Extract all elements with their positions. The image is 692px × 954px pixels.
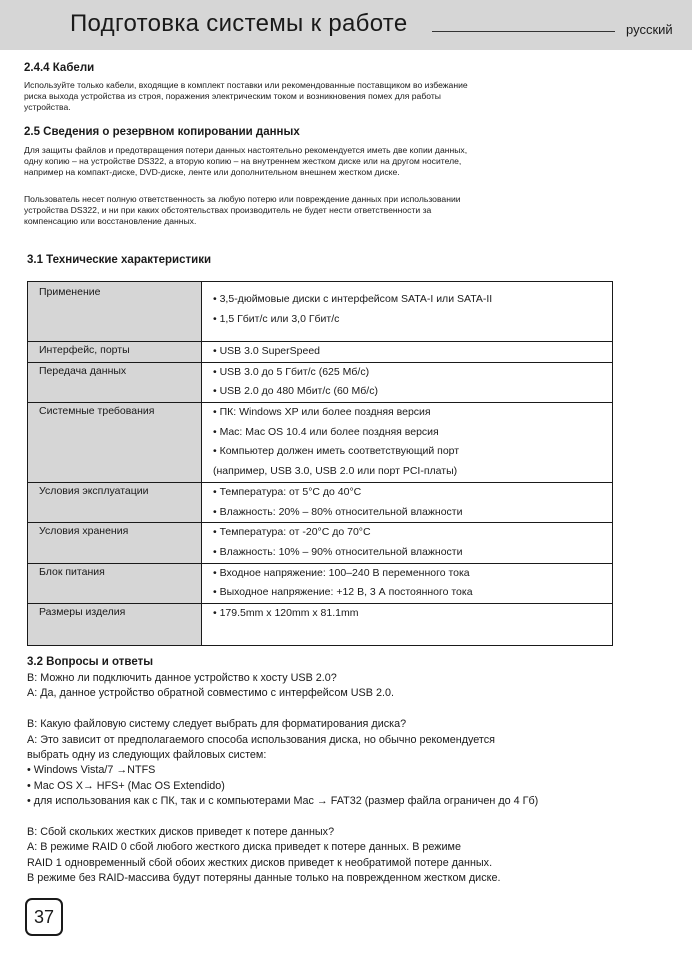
cables-line: устройства.	[24, 102, 71, 113]
backup-line: одну копию – на устройстве DS322, а вторую копию – на внутреннем жестком диске или на другом носителе,	[24, 156, 462, 167]
backup-line: Пользователь несет полную ответственность за любую потерю или повреждение данных при использовании	[24, 194, 461, 204]
page-number: 37	[25, 898, 63, 936]
spec-value	[202, 563, 613, 603]
spec-value-line: • Влажность: 10% – 90% относительной влажности	[213, 545, 463, 558]
spec-value-line: • Mac: Mac OS 10.4 или более поздняя версия	[213, 425, 439, 438]
backup-line: устройства DS322, и ни при каких обстоятельствах производитель не будет нести ответственности за	[24, 205, 432, 216]
faq-title: 3.2 Вопросы и ответы	[27, 656, 154, 668]
spec-value	[202, 603, 613, 645]
spec-value-line: • ПК: Windows XP или более поздняя версия	[213, 406, 431, 419]
spec-label: Блок питания	[28, 563, 202, 603]
faq-question: В: Какую файловую систему следует выбрать для форматирования диска?	[27, 718, 407, 731]
spec-value	[202, 282, 613, 342]
faq-answer-line: RAID 1 одновременный сбой обоих жестких дисков приведет к необратимой потере данных.	[27, 856, 493, 869]
faq-answer-line: выбрать одну из следующих файловых систем:	[27, 749, 267, 762]
spec-label: Применение	[28, 282, 202, 342]
spec-label: Условия эксплуатации	[28, 482, 202, 522]
header-rule	[432, 31, 615, 32]
spec-value	[202, 342, 613, 363]
spec-label: Интерфейс, порты	[28, 342, 202, 363]
spec-label: Системные требования	[28, 403, 202, 483]
spec-value-line: • Входное напряжение: 100–240 В переменного тока	[213, 566, 470, 579]
cables-text	[24, 80, 664, 114]
faq-answer: А: Да, данное устройство обратной совместимо с интерфейсом USB 2.0.	[27, 687, 394, 700]
spec-value-line: • Температура: от 5°C до 40°C	[213, 485, 362, 498]
faq-answer-line: • Mac OS X→ HFS+ (Mac OS Extendido)	[27, 779, 225, 792]
spec-value-line: • 3,5-дюймовые диски с интерфейсом SATA-I или SATA-II	[213, 293, 493, 305]
faq-question: В: Можно ли подключить данное устройство к хосту USB 2.0?	[27, 672, 337, 684]
spec-row	[28, 482, 613, 522]
page-header	[0, 0, 692, 50]
faq-answer-line: А: В режиме RAID 0 сбой любого жесткого диска приведет к потере данных. В режиме	[27, 841, 461, 854]
faq-answer-line: • для использования как с ПК, так и с компьютерами Mac → FAT32 (размер файла ограничен до 4 Гб)	[27, 795, 539, 808]
header-language: русский	[626, 22, 673, 37]
spec-value	[202, 362, 613, 402]
spec-value-line: • 1,5 Гбит/с или 3,0 Гбит/с	[213, 312, 340, 325]
spec-row	[28, 603, 613, 645]
spec-value	[202, 523, 613, 563]
faq-question: В: Сбой скольких жестких дисков приведет к потере данных?	[27, 826, 335, 839]
spec-value-line: (например, USB 3.0, USB 2.0 или порт PCI-платы)	[213, 465, 458, 478]
spec-value-line: • USB 2.0 до 480 Мбит/с (60 Мб/с)	[213, 385, 378, 398]
backup-paragraph-1	[24, 145, 664, 179]
spec-row	[28, 282, 613, 342]
spec-value-line: • USB 3.0 SuperSpeed	[213, 345, 320, 357]
faq-block	[27, 671, 687, 887]
spec-value-line: • Температура: от -20°C до 70°C	[213, 526, 371, 539]
spec-row	[28, 342, 613, 363]
backup-paragraph-2	[24, 194, 664, 228]
faq-answer-line: • Windows Vista/7 →NTFS	[27, 764, 156, 777]
spec-label: Условия хранения	[28, 523, 202, 563]
spec-label: Размеры изделия	[28, 603, 202, 645]
spec-value-line: • Влажность: 20% – 80% относительной влажности	[213, 505, 463, 518]
spec-value-line: • Компьютер должен иметь соответствующий порт	[213, 445, 460, 458]
backup-title: 2.5 Сведения о резервном копировании данных	[24, 126, 300, 138]
backup-line: компенсацию или восстановление данных.	[24, 216, 197, 227]
spec-row	[28, 403, 613, 483]
backup-line: например на компакт-диске, DVD-диске, ленте или дополнительном внешнем жестком диске.	[24, 167, 400, 178]
spec-value	[202, 403, 613, 483]
cables-title: 2.4.4 Кабели	[24, 62, 95, 74]
spec-row	[28, 563, 613, 603]
specs-table	[27, 281, 613, 646]
header-title: Подготовка системы к работе	[70, 10, 408, 37]
spec-value-line: • Выходное напряжение: +12 В, 3 А постоянного тока	[213, 586, 473, 599]
cables-line: риска выхода устройства из строя, поражения электрическим током и возникновения помех для работы	[24, 91, 441, 102]
spec-row	[28, 362, 613, 402]
cables-line: Используйте только кабели, входящие в комплект поставки или рекомендованные поставщиком во избежание	[24, 80, 468, 90]
backup-line: Для защиты файлов и предотвращения потери данных настоятельно рекомендуется иметь две копии данных,	[24, 145, 468, 155]
spec-value-line: • 179.5mm x 120mm x 81.1mm	[213, 606, 359, 619]
spec-value	[202, 482, 613, 522]
spec-label: Передача данных	[28, 362, 202, 402]
faq-answer-line: А: Это зависит от предполагаемого способа использования диска, но обычно рекомендуется	[27, 733, 495, 746]
spec-row	[28, 523, 613, 563]
spec-value-line: • USB 3.0 до 5 Гбит/с (625 Мб/с)	[213, 365, 370, 378]
faq-answer-line: В режиме без RAID-массива будут потеряны данные только на поврежденном жестком диске.	[27, 872, 501, 885]
specs-title: 3.1 Технические характеристики	[27, 254, 212, 266]
